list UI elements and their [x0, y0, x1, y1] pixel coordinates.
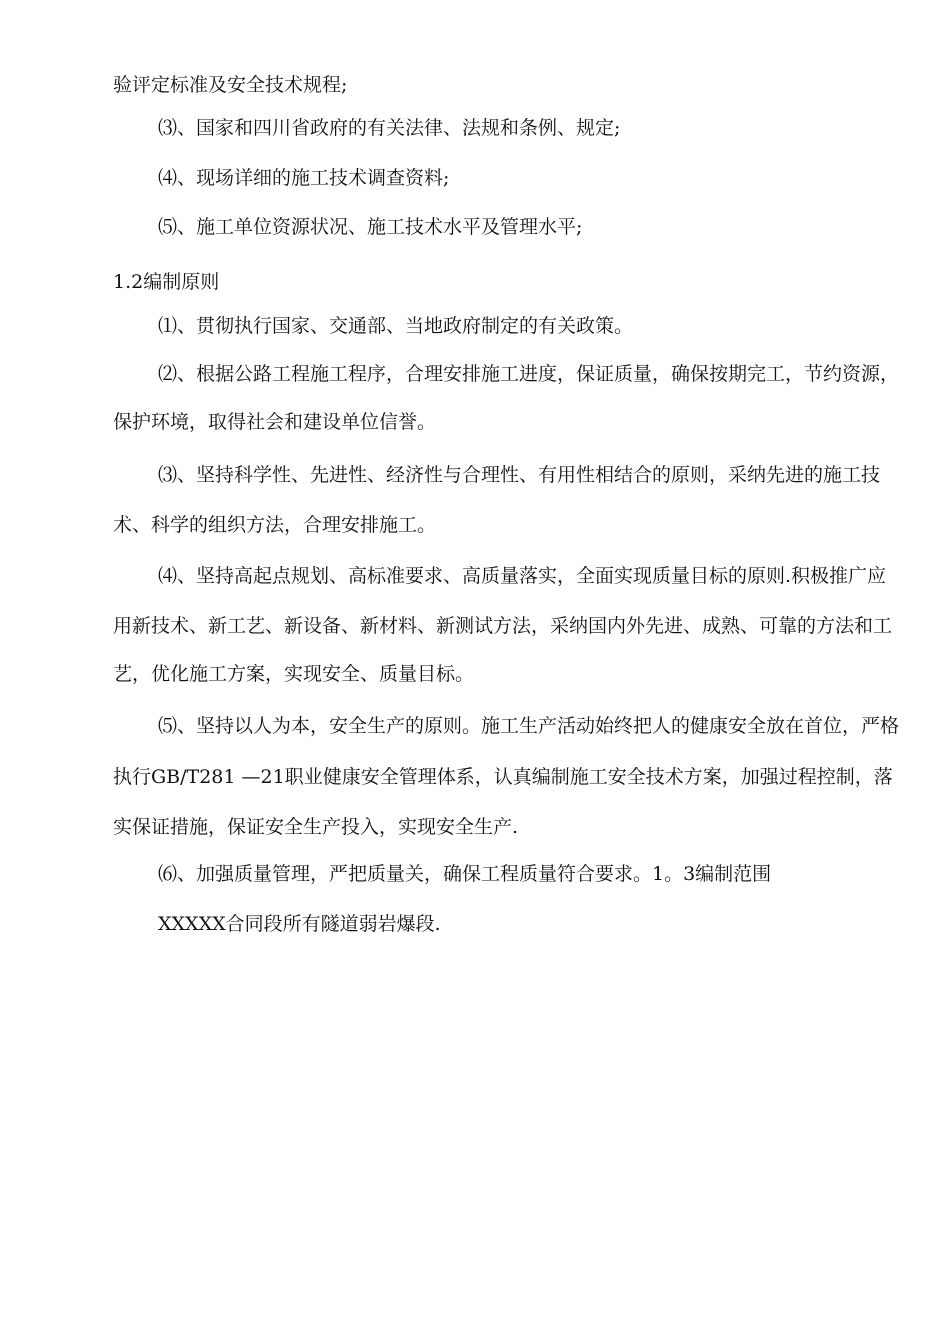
- principle-4-line-3: 艺，优化施工方案，实现安全、质量目标。: [113, 663, 475, 685]
- scope-text: XXXXX合同段所有隧道弱岩爆段.: [158, 913, 441, 935]
- principle-5-line-3: 实保证措施，保证安全生产投入，实现安全生产.: [113, 816, 519, 838]
- principle-6: ⑹、加强质量管理，严把质量关，确保工程质量符合要求。1。3编制范围: [158, 863, 772, 885]
- principle-5-line-2: 执行GB/T281 —21职业健康安全管理体系，认真编制施工安全技术方案，加强过程控制，落: [113, 766, 893, 788]
- text-line-1: 验评定标准及安全技术规程;: [113, 74, 348, 96]
- principle-4-line-2: 用新技术、新工艺、新设备、新材料、新测试方法，采纳国内外先进、成熟、可靠的方法和工: [113, 615, 893, 637]
- section-heading-1-2: 1.2编制原则: [113, 271, 220, 293]
- principle-1: ⑴、贯彻执行国家、交通部、当地政府制定的有关政策。: [158, 315, 634, 337]
- principle-5-line-1: ⑸、坚持以人为本，安全生产的原则。施工生产活动始终把人的健康安全放在首位，严格: [158, 715, 900, 737]
- list-item-4: ⑷、现场详细的施工技术调查资料;: [158, 167, 450, 189]
- principle-2-line-1: ⑵、根据公路工程施工程序，合理安排施工进度，保证质量，确保按期完工，节约资源，: [158, 363, 900, 385]
- principle-4-line-1: ⑷、坚持高起点规划、高标准要求、高质量落实，全面实现质量目标的原则.积极推广应: [158, 565, 887, 587]
- principle-2-line-2: 保护环境，取得社会和建设单位信誉。: [113, 411, 437, 433]
- list-item-5: ⑸、施工单位资源状况、施工技术水平及管理水平;: [158, 216, 583, 238]
- list-item-3: ⑶、国家和四川省政府的有关法律、法规和条例、规定;: [158, 117, 621, 139]
- principle-3-line-1: ⑶、坚持科学性、先进性、经济性与合理性、有用性相结合的原则，采纳先进的施工技: [158, 464, 881, 486]
- principle-3-line-2: 术、科学的组织方法，合理安排施工。: [113, 514, 437, 536]
